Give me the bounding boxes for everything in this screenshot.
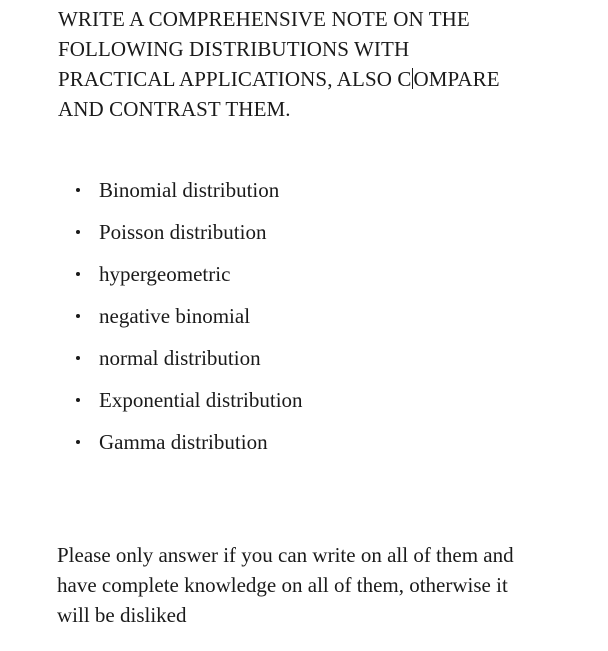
bullet-icon: [76, 356, 80, 360]
bullet-icon: [76, 188, 80, 192]
answer-condition-note: [57, 540, 587, 630]
note-line: Please only answer if you can write on all of them and: [57, 543, 514, 567]
question-heading: [58, 4, 588, 124]
bullet-icon: [76, 398, 80, 402]
heading-text-before-caret: PRACTICAL APPLICATIONS, ALSO C: [58, 67, 412, 91]
heading-line: [58, 64, 588, 94]
list-item-label: Binomial distribution: [99, 178, 280, 202]
heading-line: FOLLOWING DISTRIBUTIONS WITH: [58, 37, 410, 61]
list-item-label: negative binomial: [99, 304, 251, 328]
list-item-label: Gamma distribution: [99, 430, 268, 454]
list-item-label: hypergeometric: [99, 262, 231, 286]
heading-line: WRITE A COMPREHENSIVE NOTE ON THE: [58, 7, 470, 31]
list-item-label: normal distribution: [99, 346, 261, 370]
heading-line: AND CONTRAST THEM.: [58, 97, 291, 121]
bullet-icon: [76, 314, 80, 318]
note-line: will be disliked: [57, 603, 187, 627]
bullet-icon: [76, 230, 80, 234]
bullet-icon: [76, 272, 80, 276]
heading-text-after-caret: OMPARE: [413, 67, 500, 91]
note-line: have complete knowledge on all of them, otherwise it: [57, 573, 508, 597]
bullet-icon: [76, 440, 80, 444]
list-item-label: Exponential distribution: [99, 388, 303, 412]
list-item-label: Poisson distribution: [99, 220, 267, 244]
